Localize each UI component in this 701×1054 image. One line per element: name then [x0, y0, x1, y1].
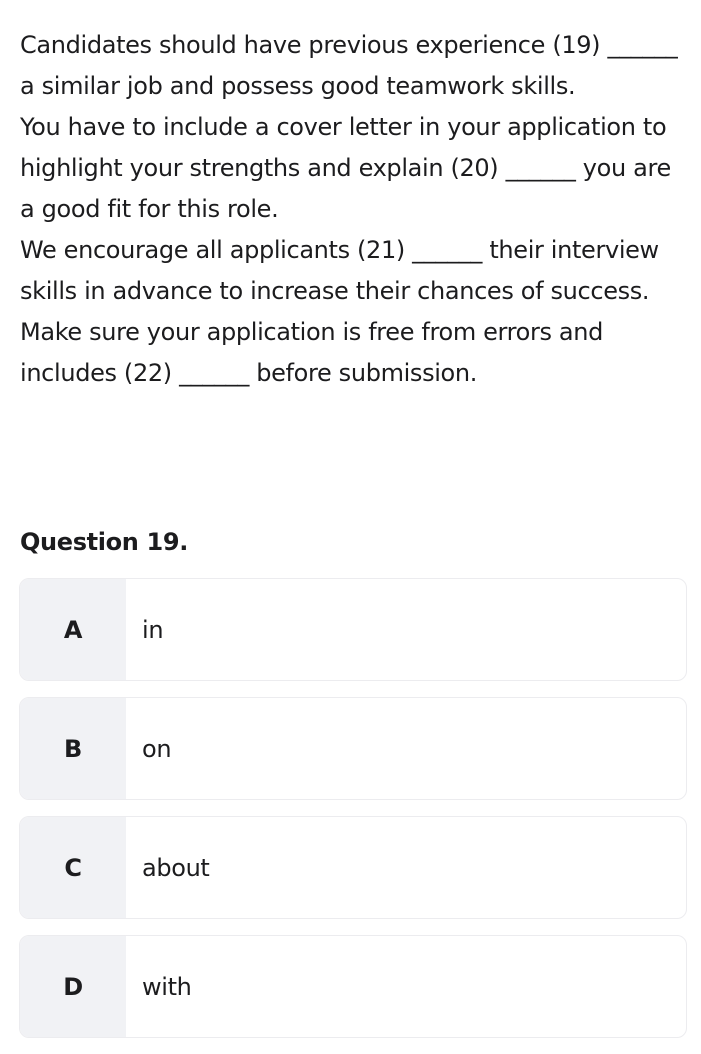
option-b-text: on	[142, 734, 172, 763]
option-c-letter: C	[20, 817, 126, 918]
passage-paragraph-4: Make sure your application is free from errors and includes (22) ______ before submission.	[20, 318, 604, 387]
option-a-text: in	[142, 615, 164, 644]
option-a[interactable]	[19, 578, 687, 681]
question-title: Question 19.	[20, 528, 188, 556]
option-c-text: about	[142, 853, 210, 882]
option-b-letter: B	[20, 698, 126, 799]
option-b[interactable]	[19, 697, 687, 800]
passage-paragraph-2: You have to include a cover letter in your application to highlight your strengths and explain (20) ______ you are a good fit for this role.	[20, 113, 671, 223]
passage-paragraph-3: We encourage all applicants (21) ______ their interview skills in advance to increase their chances of success.	[20, 236, 659, 305]
answer-options	[19, 578, 687, 1054]
option-a-letter: A	[20, 579, 126, 680]
option-d[interactable]	[19, 935, 687, 1038]
passage-paragraph-1: Candidates should have previous experience (19) ______ a similar job and possess good teamwork skills.	[20, 31, 678, 100]
option-c[interactable]	[19, 816, 687, 919]
reading-passage	[20, 25, 690, 394]
option-d-letter: D	[20, 936, 126, 1037]
option-d-text: with	[142, 972, 192, 1001]
